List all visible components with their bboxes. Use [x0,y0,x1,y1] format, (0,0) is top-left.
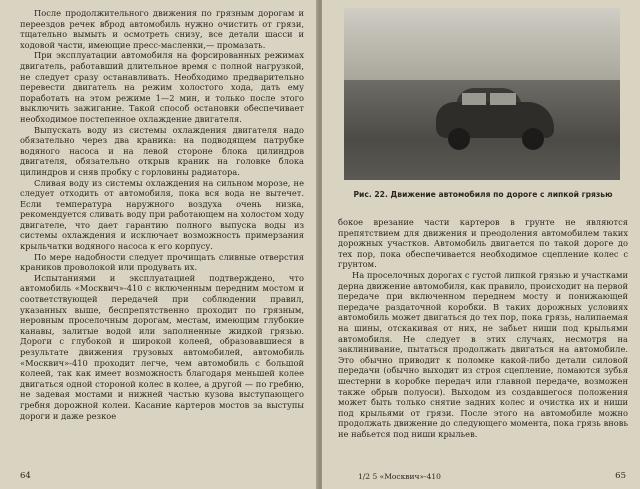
left-page [0,0,318,489]
printer-signature: 1/2 5 «Москвич»-410 [358,472,441,481]
paragraph: Выпускать воду из системы охлаждения двигателя надо обязательно через два краника: на подводящем патрубке водяного насоса и на левой стороне блока цилиндров двигателя, обязательно открыв краник на головке блока цилиндров и сняв пробку с горловины радиатора. [20,124,304,177]
paragraph: Испытаниями и эксплуатацией подтверждено, что автомобиль «Москвич»-410 с включенным передним мостом и соответствующей передачей при соблюдении правил, указанных выше, беспрепятственно проходит по грязным, неровным проселочным дорогам, местам, имеющим глубокие канавы, залитые водой или заполненные жидкой грязью. Дороги с глубокой и широкой колеей, образовавшиеся в результате движения грузовых автомобилей, автомобиль «Москвич»-410 проходит легче, чем автомобиль с большой колеей, так как имеет возможность благодаря меньшей колее двигаться одной стороной колес в колее, а другой — по гребню, не задевая мостами и нижней частью кузова выступающего гребня дорожной колеи. Касание картеров мостов за выступы дороги и даже резкое [20,272,304,421]
paragraph: Сливая воду из системы охлаждения на сильном морозе, не следует отходить от автомобиля, пока вся вода не вытечет. Если температура наружного воздуха очень низка, рекомендуется сливать воду при работающем на холостом ходу двигателе, что дает гарантию полного выпуска воды из системы охлаждения и исключает возможность примерзания крыльчатки водяного насоса к его корпусу. [20,177,304,252]
left-page-text [20,8,304,421]
photo-car-wheel [522,128,544,150]
figure-caption: Рис. 22. Движение автомобиля по дороге с липкой грязью [353,190,613,199]
right-page-text [338,217,628,439]
photo-car-window [490,93,516,105]
paragraph: При эксплуатации автомобиля на форсированных режимах двигатель, работавший длительное время с полной нагрузкой, не следует сразу останавливать. Необходимо предварительно перевести двигатель на режим холостого хода, дать ему поработать на этом режиме 1—2 мин, и только после этого выключить зажигание. Такой способ остановки обеспечивает необходимое постепенное охлаждение двигателя. [20,50,304,124]
page-number-right: 65 [615,471,626,481]
photo-car-wheel [448,128,470,150]
photo-sky [344,8,620,80]
paragraph: На проселочных дорогах с густой липкой грязью и участками дерна движение автомобиля, как правило, происходит на первой передаче при включенном переднем мосту и понижающей передаче раздаточной коробки. В таких дорожных условиях автомобиль может двигаться до тех пор, пока грязь, налипаемая на шины, отскакивая от них, не забьет ниши под крыльями автомобиля. Не следует в этих случаях, несмотря на заклинивание, пытаться продолжать двигаться на автомобиле. Это обычно приводит к поломке какой-либо детали силовой передачи (обычно выходит из строя сцепление, ломаются зубья шестерни в коробке передач или главной передаче, возможен также обрыв полуоси). Выходом из создавшегося положения может быть только снятие задних колес и очистка их и ниши под крыльями от грязи. После этого на автомобиле можно продолжать движение до следующего момента, пока грязь вновь не набьется под ниши крыльев. [338,269,628,439]
right-page [322,0,640,489]
page-number-left: 64 [20,471,31,481]
paragraph: После продолжительного движения по грязным дорогам и переездов речек вброд автомобиль нужно очистить от грязи, тщательно вымыть и осмотреть снизу, все детали шасси и ходовой части, имеющие пресс-масленки,— промазать. [20,8,304,50]
paragraph: По мере надобности следует прочищать сливные отверстия краников проволокой или продувать их. [20,251,304,273]
photo-car-window [462,93,486,105]
figure-photo-car-on-muddy-road [344,8,620,180]
paragraph: бокое врезание части картеров в грунте не являются препятствием для движения и преодоления автомобилем таких дорожных участков. Автомобиль двигается по такой дороге до тех пор, пока обеспечивается необходимое сцепление колес с грунтом. [338,217,628,270]
